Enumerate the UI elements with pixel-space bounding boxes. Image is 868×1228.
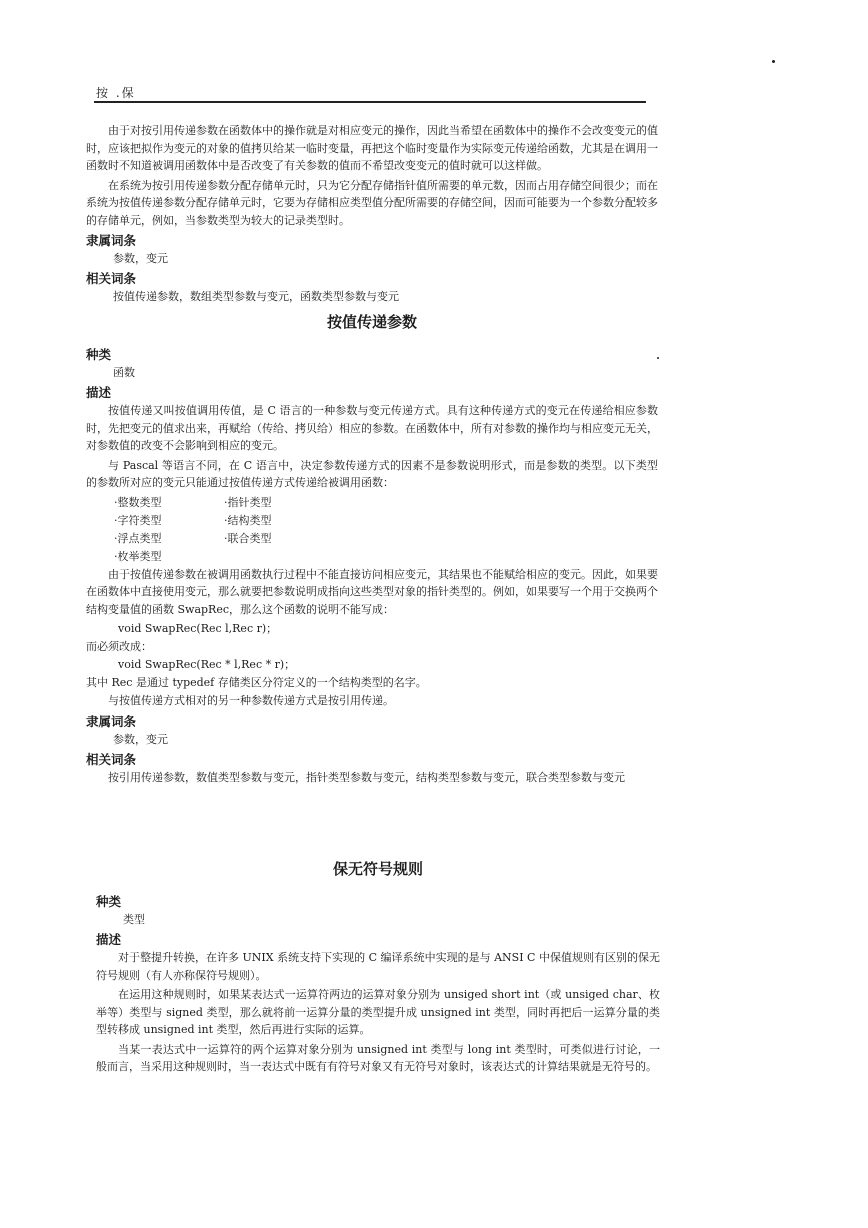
page-body-lower xyxy=(96,853,660,1078)
type-list xyxy=(86,494,658,566)
related-label: 相关词条 xyxy=(86,751,137,767)
type-item: ·字符类型 xyxy=(114,513,162,527)
type-item: ·浮点类型 xyxy=(114,531,162,545)
related-label: 相关词条 xyxy=(86,271,137,286)
kind-value: 函数 xyxy=(113,366,135,379)
desc-label: 描述 xyxy=(86,385,112,400)
type-item: ·整数类型 xyxy=(114,495,162,509)
entry-title: 保无符号规则 xyxy=(332,860,423,878)
desc-paragraph: 与按值传递方式相对的另一种参数传递方式是按引用传递。 xyxy=(108,694,394,707)
kind-value: 类型 xyxy=(123,913,145,926)
related-value: 按引用传递参数，数值类型参数与变元，指针类型参数与变元，结构类型参数与变元，联合类型参数与变元 xyxy=(108,770,625,784)
desc-paragraph: 对于整提升转换，在许多 UNIX 系统支持下实现的 C 编译系统中实现的是与 ANSI C 中保值规则有区别的保无符号规则（有人亦称保符号规则）。 xyxy=(96,951,660,982)
belongs-label: 隶属词条 xyxy=(86,713,137,729)
desc-paragraph: 由于按值传递参数在被调用函数执行过程中不能直接访问相应变元，其结果也不能赋给相应的变元。因此，如果要在函数体中直接使用变元，那么就要把参数说明成指向这些类型对象的指针类型的。例如，如果要写一个用于交换两个结构变量值的函数 SwapRec，那么这个函数的说明不能写成： xyxy=(86,567,658,616)
desc-paragraph: 在运用这种规则时，如果某表达式一运算符两边的运算对象分别为 unsiged short int（或 unsiged char、枚举等）类型与 signed 类型，那么就将前一运算分量的类型提升成 unsigned int 类型，同时再把后一运算分量的类型转移成 unsigned int 类型，然后再进行实际的运算。 xyxy=(96,988,660,1036)
type-item: ·联合类型 xyxy=(224,531,272,545)
belongs-value: 参数，变元 xyxy=(113,252,168,265)
desc-label: 描述 xyxy=(96,932,122,947)
scan-speck xyxy=(772,60,775,63)
desc-paragraph: 与 Pascal 等语言不同，在 C 语言中，决定参数传递方式的因素不是参数说明形式，而是参数的类型。以下类型的参数所对应的变元只能通过按值传递方式传递给被调用函数： xyxy=(86,458,658,489)
desc-paragraph: 按值传递又叫按值调用传值，是 C 语言的一种参数与变元传递方式。具有这种传递方式的变元在传递给相应参数时，先把变元的值求出来，再赋给（传给、拷贝给）相应的参数。在函数体中，所有对参数的操作均与相应变元无关，对参数值的改变不会影响到相应的变元。 xyxy=(86,404,658,452)
belongs-value: 参数，变元 xyxy=(113,732,168,746)
running-header: 按 .保 xyxy=(96,86,136,100)
page-body xyxy=(86,122,658,788)
belongs-label: 隶属词条 xyxy=(86,233,137,248)
intro-paragraph: 由于对按引用传递参数在函数体中的操作就是对相应变元的操作，因此当希望在函数体中的操作不会改变变元的值时，应该把拟作为变元的对象的值拷贝给某一临时变量，再把这个临时变量作为实际变元传递给函数，尤其是在调用一函数时不知道被调用函数体中是否改变了有关参数的值而不希望改变变元的值时就可以这样做。 xyxy=(86,124,658,172)
code-line: void SwapRec(Rec * l,Rec * r)； xyxy=(118,658,296,671)
body-line: 而必须改成： xyxy=(86,640,152,653)
body-line: 其中 Rec 是通过 typedef 存储类区分符定义的一个结构类型的名字。 xyxy=(86,676,427,689)
header-rule xyxy=(94,101,646,103)
related-value: 按值传递参数，数组类型参数与变元，函数类型参数与变元 xyxy=(113,290,399,303)
type-item: ·枚举类型 xyxy=(114,549,162,563)
code-line: void SwapRec(Rec l,Rec r)； xyxy=(118,622,278,635)
intro-paragraph: 在系统为按引用传递参数分配存储单元时，只为它分配存储指针值所需要的单元数，因而占用存储空间很少；而在系统为按值传递参数分配存储单元时，它要为存储相应类型值分配所需要的存储空间，因而可能要为一个参数分配较多的存储单元，例如，当参数类型为较大的记录类型时。 xyxy=(86,178,658,227)
type-item: ·结构类型 xyxy=(224,513,272,527)
type-item: ·指针类型 xyxy=(224,495,272,509)
kind-label: 种类 xyxy=(96,894,122,909)
desc-paragraph: 当某一表达式中一运算符的两个运算对象分别为 unsigned int 类型与 long int 类型时，可类似进行讨论，一般而言，当采用这种规则时，当一表达式中既有有符号对象又有无符号对象时，该表达式的计算结果就是无符号的。 xyxy=(96,1042,660,1073)
kind-label: 种类 xyxy=(86,347,112,362)
entry-title: 按值传递参数 xyxy=(326,313,417,331)
